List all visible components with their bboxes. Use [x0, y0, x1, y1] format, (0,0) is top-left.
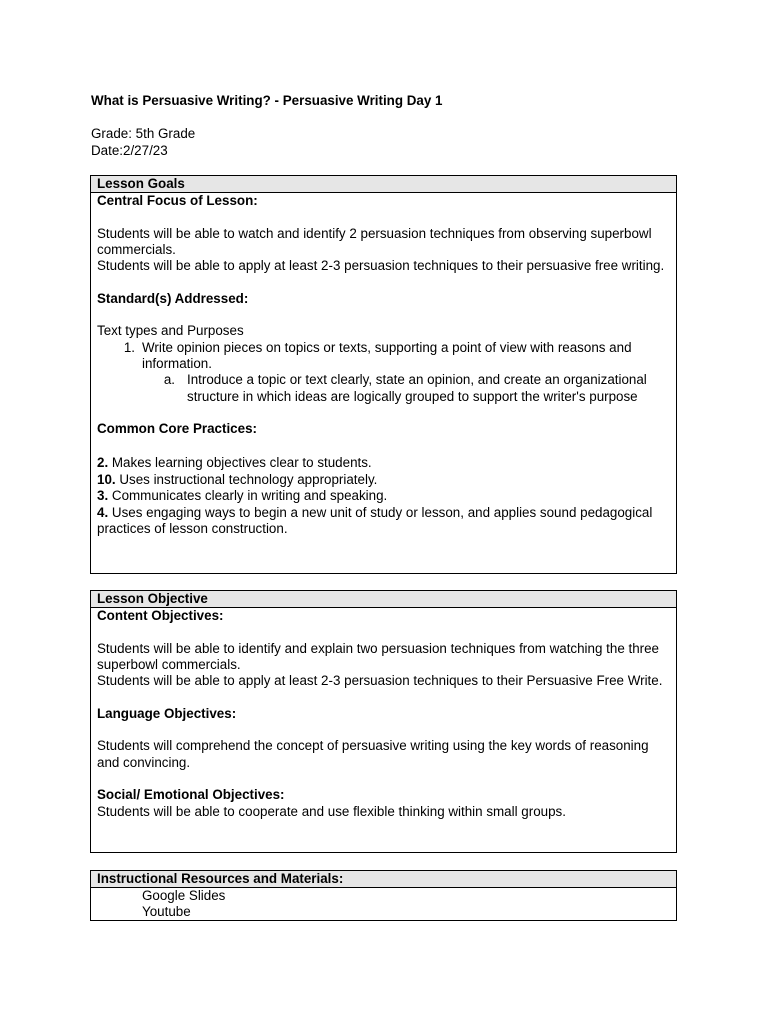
practice-text: Uses instructional technology appropriately. [115, 472, 378, 488]
content-objective-line: Students will be able to identify and explain two persuasion techniques from watching the three superbowl commercials. [97, 640, 660, 672]
practice-number: 2. [97, 454, 109, 470]
grade-line: Grade: 5th Grade [91, 126, 196, 141]
standard-text: Write opinion pieces on topics or texts, supporting a point of view with reasons and information. [142, 339, 632, 371]
resources-header: Instructional Resources and Materials: [91, 871, 676, 888]
practice-number: 4. [97, 504, 109, 520]
practice-text: Uses engaging ways to begin a new unit of study or lesson, and applies sound pedagogical practices of lesson construction. [97, 504, 653, 536]
lesson-objective-table [90, 590, 677, 853]
content-objective-line: Students will be able to apply at least 2-3 persuasion techniques to their Persuasive Free Write. [97, 673, 663, 689]
document-title: What is Persuasive Writing? - Persuasive Writing Day 1 [91, 93, 443, 108]
practice-text: Communicates clearly in writing and speaking. [108, 488, 388, 504]
practice-number: 3. [97, 488, 109, 504]
social-objectives-label: Social/ Emotional Objectives: [97, 787, 285, 803]
central-focus-line: Students will be able to watch and identify 2 persuasion techniques from observing superbowl commercials. [97, 225, 652, 257]
standards-label: Standard(s) Addressed: [97, 290, 249, 306]
lesson-goals-table [90, 175, 677, 574]
practice-item [97, 488, 670, 504]
central-focus-line: Students will be able to apply at least 2-3 persuasion techniques to their persuasive free writing. [97, 258, 665, 274]
date-line: Date:2/27/23 [91, 143, 168, 158]
central-focus-label: Central Focus of Lesson: [97, 193, 258, 208]
language-objectives-label: Language Objectives: [97, 705, 237, 721]
standards-intro: Text types and Purposes [97, 323, 244, 339]
standard-subitem-text: Introduce a topic or text clearly, state an opinion, and create an organizational structure in which ideas are logically grouped to support the writer's purpose [187, 372, 647, 404]
social-objective-text: Students will be able to cooperate and use flexible thinking within small groups. [97, 803, 566, 819]
lesson-goals-header: Lesson Goals [91, 176, 676, 193]
standard-item [97, 340, 670, 373]
lesson-objective-header: Lesson Objective [91, 591, 676, 608]
resources-body [91, 888, 676, 921]
resource-item: Google Slides [142, 888, 226, 903]
practice-item [97, 472, 670, 488]
content-objectives-label: Content Objectives: [97, 608, 224, 623]
practice-number: 10. [97, 472, 116, 488]
standard-subitem [97, 372, 670, 405]
practice-item [97, 455, 670, 471]
lesson-objective-body [91, 608, 676, 820]
practice-item [97, 505, 670, 538]
resources-table [90, 870, 677, 921]
standard-subitem-letter: a. [163, 372, 175, 388]
resource-item: Youtube [142, 904, 191, 920]
practice-text: Makes learning objectives clear to students. [108, 454, 372, 470]
language-objective-text: Students will comprehend the concept of persuasive writing using the key words of reasoning and convincing. [97, 738, 649, 770]
practices-label: Common Core Practices: [97, 421, 257, 437]
lesson-goals-body [91, 193, 676, 537]
standard-number: 1. [123, 339, 135, 355]
